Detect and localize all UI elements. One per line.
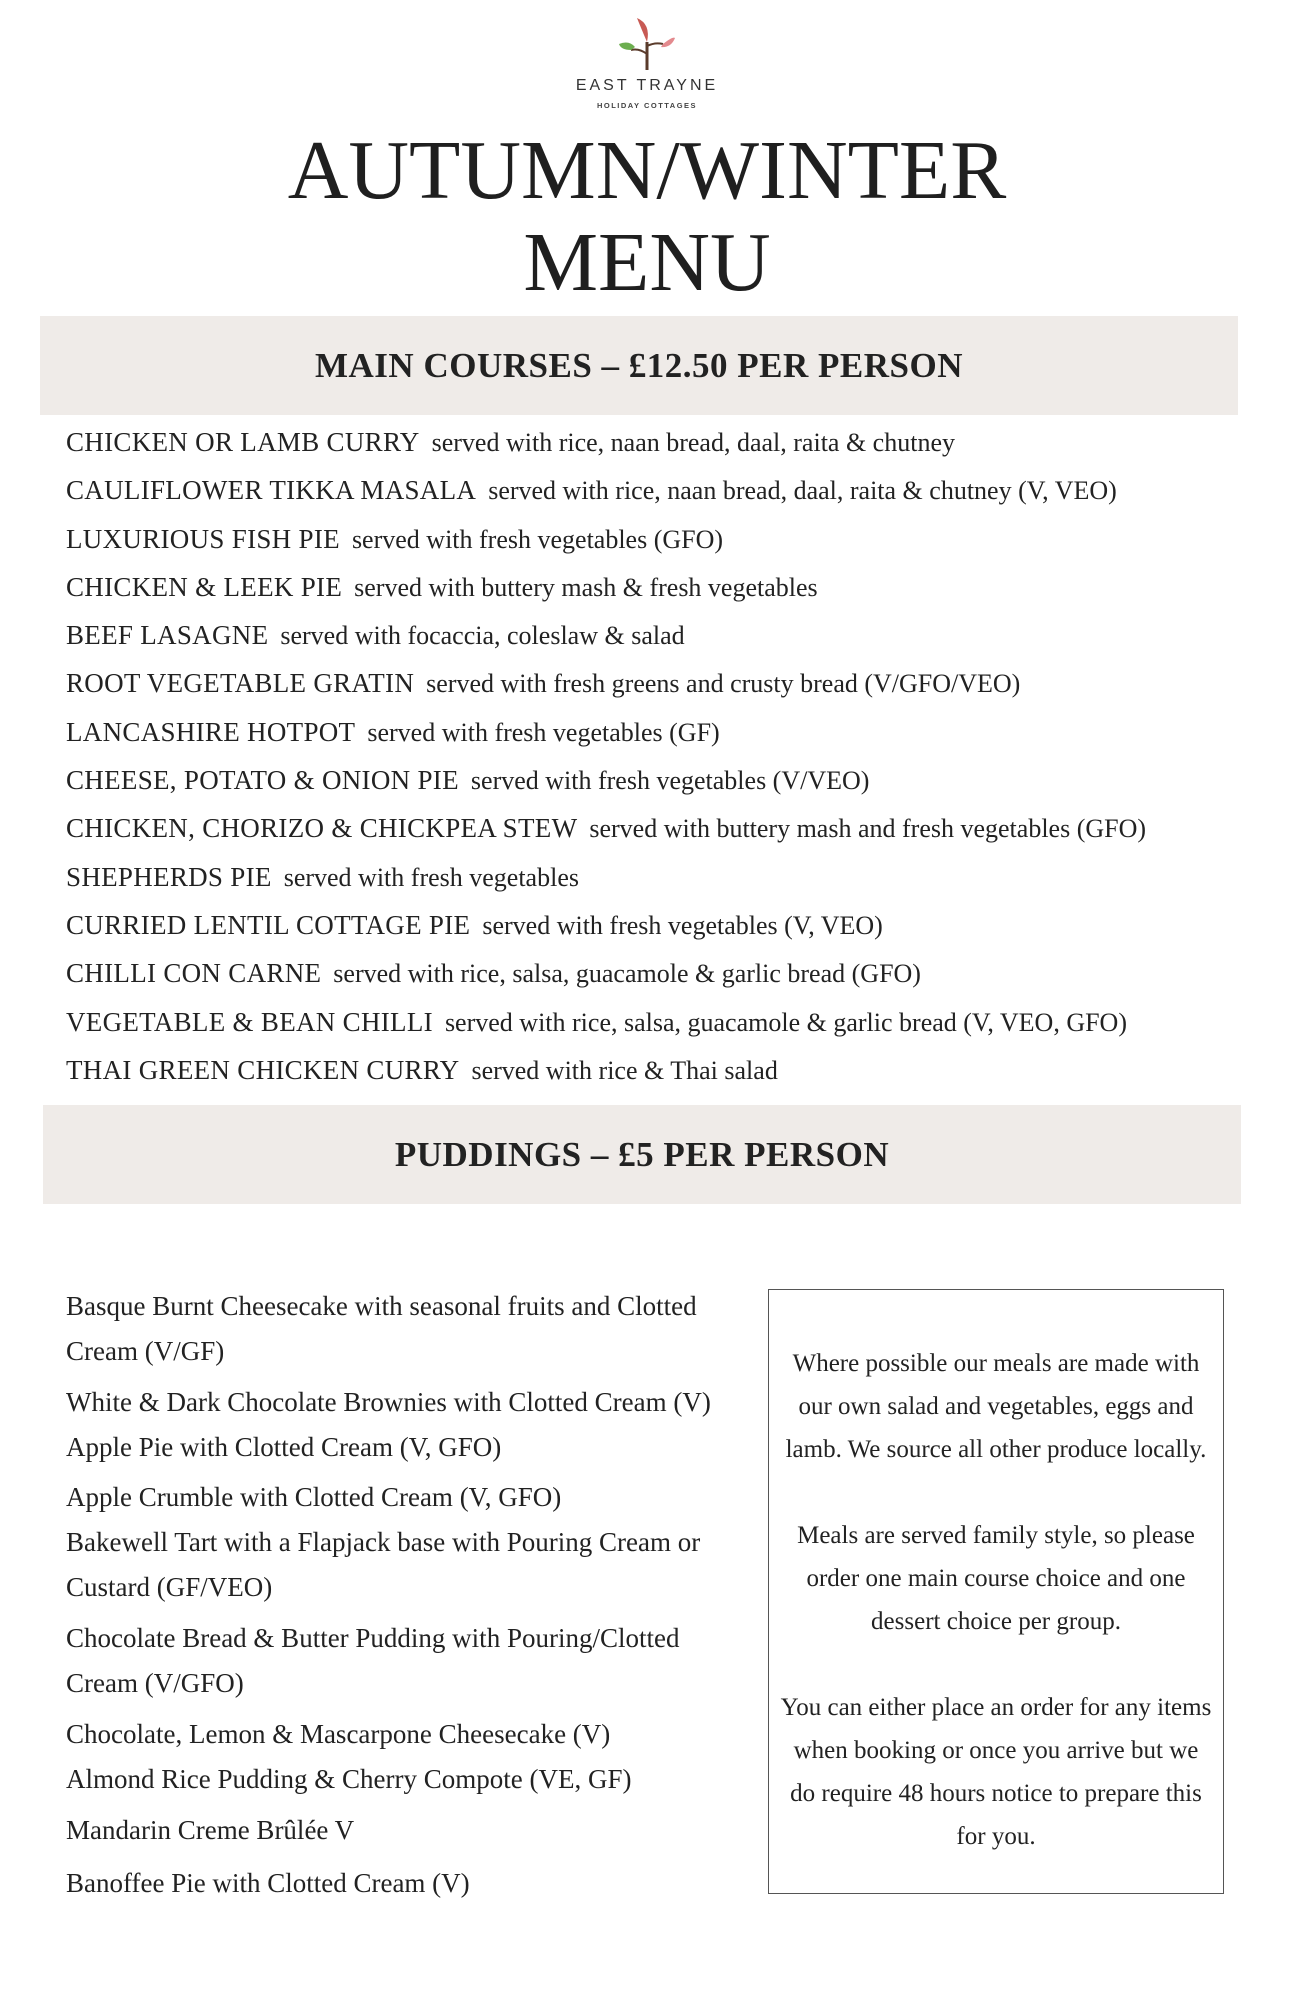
dish-description: served with rice, salsa, guacamole & garlic bread (GFO) (333, 959, 921, 989)
pudding-item: Chocolate, Lemon & Mascarpone Cheesecake (V) (66, 1719, 611, 1749)
dish-name: CHILLI CON CARNE (66, 958, 322, 989)
dish-description: served with fresh greens and crusty bread (V/GFO/VEO) (426, 669, 1021, 699)
puddings-list (66, 1284, 746, 1906)
menu-item (66, 1002, 1246, 1050)
menu-item (66, 470, 1246, 518)
brand-subtitle: HOLIDAY COTTAGES (596, 101, 698, 110)
dish-description: served with rice, naan bread, daal, raita & chutney (V, VEO) (488, 476, 1117, 506)
title-line-1: AUTUMN/WINTER (287, 124, 1007, 217)
dish-description: served with buttery mash and fresh vegetables (GFO) (589, 814, 1147, 844)
menu-item (66, 857, 1246, 905)
dish-description: served with fresh vegetables (V, VEO) (482, 910, 883, 940)
pudding-item: Banoffee Pie with Clotted Cream (V) (66, 1868, 470, 1898)
menu-item (66, 712, 1246, 760)
puddings-heading: PUDDINGS – £5 PER PERSON (394, 1135, 890, 1174)
dish-description: served with rice, naan bread, daal, raita & chutney (431, 428, 955, 457)
menu-item (66, 808, 1246, 856)
pudding-item: Almond Rice Pudding & Cherry Compote (VE, GF) (66, 1764, 632, 1794)
brand-logo (597, 14, 697, 114)
pudding-item: Bakewell Tart with a Flapjack base with Pouring Cream or Custard (GF/VEO) (66, 1527, 701, 1602)
menu-item (66, 663, 1246, 711)
dish-name: SHEPHERDS PIE (66, 861, 272, 892)
dish-name: CHEESE, POTATO & ONION PIE (66, 765, 459, 796)
dish-description: served with fresh vegetables (283, 862, 579, 892)
dish-name: LUXURIOUS FISH PIE (66, 523, 340, 554)
pudding-item: Apple Pie with Clotted Cream (V, GFO) (66, 1432, 502, 1462)
dish-name: THAI GREEN CHICKEN CURRY (66, 1054, 460, 1085)
dish-description: served with rice, salsa, guacamole & garlic bread (V, VEO, GFO) (444, 1007, 1127, 1037)
dish-name: ROOT VEGETABLE GRATIN (66, 668, 415, 699)
menu-item (66, 953, 1246, 1001)
menu-item (66, 567, 1246, 615)
main-courses-header (40, 316, 1238, 415)
menu-item (66, 760, 1246, 808)
info-box (768, 1289, 1224, 1894)
puddings-header (43, 1105, 1241, 1204)
menu-item (66, 1050, 1246, 1098)
dish-name: CURRIED LENTIL COTTAGE PIE (66, 909, 471, 940)
info-paragraph: Where possible our meals are made with our own salad and vegetables, eggs and lamb. We source all other produce locally. (785, 1350, 1207, 1463)
dish-description: served with fresh vegetables (GF) (367, 717, 720, 747)
dish-name: BEEF LASAGNE (66, 620, 269, 651)
pudding-item: Mandarin Creme Brûlée V (66, 1815, 355, 1845)
dish-name: CHICKEN OR LAMB CURRY (66, 427, 420, 457)
dish-name: CAULIFLOWER TIKKA MASALA (66, 475, 477, 506)
page-title (147, 125, 1147, 309)
menu-item (66, 615, 1246, 663)
dish-name: CHICKEN & LEEK PIE (66, 571, 343, 602)
dish-description: served with fresh vegetables (V/VEO) (470, 766, 870, 796)
pudding-item: Chocolate Bread & Butter Pudding with Pouring/Clotted Cream (V/GFO) (66, 1623, 680, 1698)
menu-item (66, 422, 1246, 470)
dish-name: CHICKEN, CHORIZO & CHICKPEA STEW (66, 813, 578, 844)
main-courses-heading: MAIN COURSES – £12.50 PER PERSON (315, 346, 963, 385)
menu-item (66, 519, 1246, 567)
dish-description: served with fresh vegetables (GFO) (351, 524, 724, 554)
pudding-item: Apple Crumble with Clotted Cream (V, GFO) (66, 1482, 562, 1512)
dish-name: VEGETABLE & BEAN CHILLI (66, 1006, 433, 1037)
dish-description: served with rice & Thai salad (471, 1055, 778, 1085)
pudding-item: Basque Burnt Cheesecake with seasonal fruits and Clotted Cream (V/GF) (66, 1291, 697, 1366)
title-line-2: MENU (523, 216, 771, 309)
main-courses-list (66, 422, 1246, 1098)
tree-sprout-icon (617, 14, 677, 72)
menu-item (66, 905, 1246, 953)
dish-name: LANCASHIRE HOTPOT (66, 716, 356, 747)
dish-description: served with buttery mash & fresh vegetables (354, 572, 818, 602)
info-paragraph: You can either place an order for any items when booking or once you arrive but we do require 48 hours notice to prepare this for you. (780, 1694, 1212, 1850)
brand-name: EAST TRAYNE (575, 77, 719, 94)
info-paragraph: Meals are served family style, so please order one main course choice and one dessert choice per group. (797, 1522, 1195, 1635)
dish-description: served with focaccia, coleslaw & salad (280, 621, 685, 651)
pudding-item: White & Dark Chocolate Brownies with Clotted Cream (V) (66, 1387, 711, 1417)
